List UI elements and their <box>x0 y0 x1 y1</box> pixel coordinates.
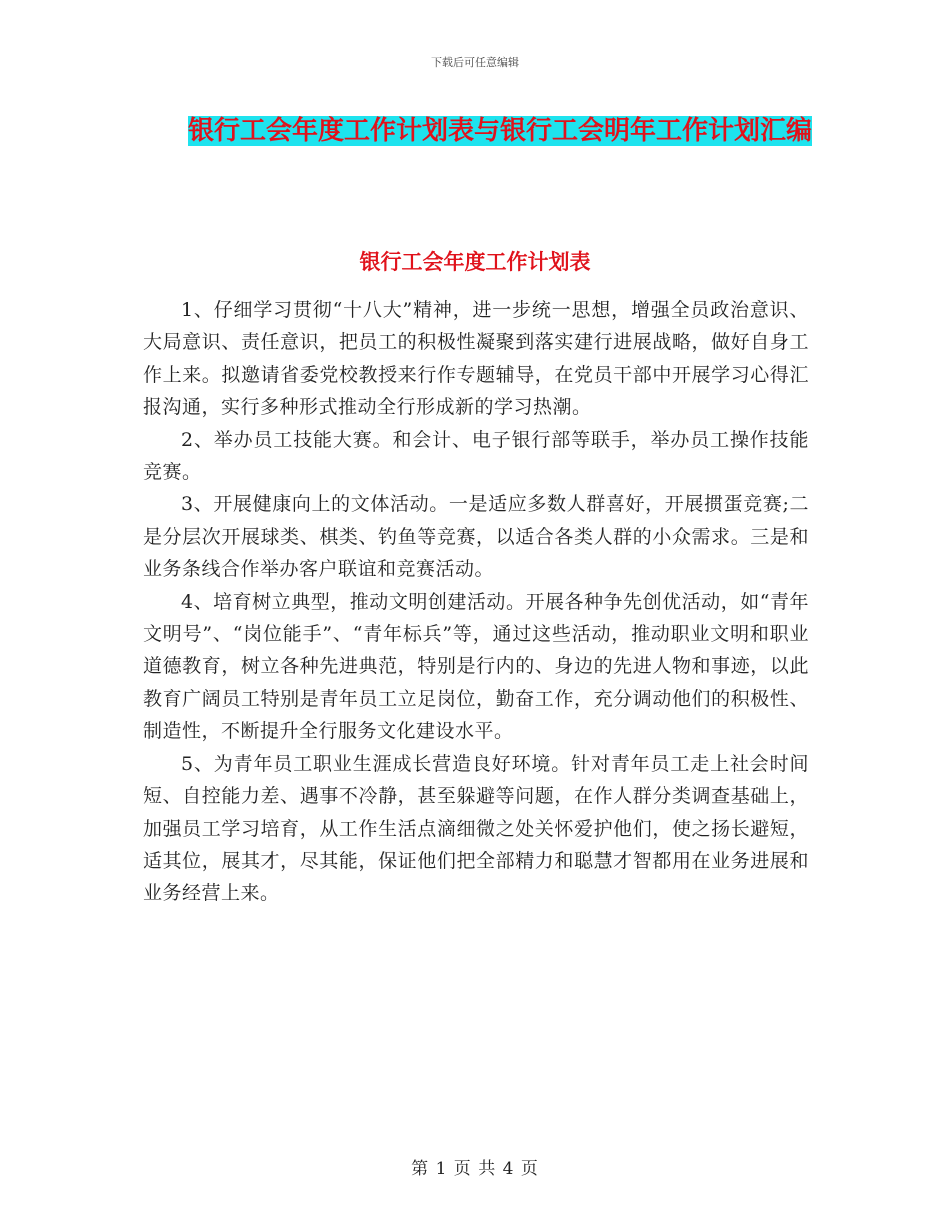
paragraph-2: 2、举办员工技能大赛。和会计、电子银行部等联手，举办员工操作技能竞赛。 <box>143 428 809 484</box>
header-note: 下载后可任意编辑 <box>431 56 519 69</box>
paragraph-5: 5、为青年员工职业生涯成长营造良好环境。针对青年员工走上社会时间短、自控能力差、遇事不冷静，甚至躲避等问题，在作人群分类调查基础上，加强员工学习培育，从工作生活点滴细微之处关怀爱护他们，使之扬长避短，适其位，展其才，尽其能，保证他们把全部精力和聪慧才智都用在业务进展和业务经营上来。 <box>143 752 809 905</box>
page-number-footer: 第 1 页 共 4 页 <box>411 1159 539 1179</box>
document-title-text: 银行工会年度工作计划表与银行工会明年工作计划汇编 <box>187 116 812 146</box>
paragraph-1: 1、仔细学习贯彻“十八大”精神，进一步统一思想，增强全员政治意识、大局意识、责任意识，把员工的积极性凝聚到落实建行进展战略，做好自身工作上来。拟邀请省委党校教授来行作专题辅导，在党员干部中开展学习心得汇报沟通，实行多种形式推动全行形成新的学习热潮。 <box>143 299 809 419</box>
section-title: 银行工会年度工作计划表 <box>359 250 591 274</box>
paragraph-4: 4、培育树立典型，推动文明创建活动。开展各种争先创优活动，如“青年文明号”、“岗位能手”、“青年标兵”等，通过这些活动，推动职业文明和职业道德教育，树立各种先进典范，特别是行内的、身边的先进人物和事迹，以此教育广阔员工特别是青年员工立足岗位，勤奋工作，充分调动他们的积极性、制造性，不断提升全行服务文化建设水平。 <box>143 590 809 743</box>
paragraph-3: 3、开展健康向上的文体活动。一是适应多数人群喜好，开展掼蛋竞赛;二是分层次开展球类、棋类、钓鱼等竞赛，以适合各类人群的小众需求。三是和业务条线合作举办客户联谊和竞赛活动。 <box>143 493 809 581</box>
document-title <box>180 108 820 154</box>
document-body <box>143 294 809 910</box>
